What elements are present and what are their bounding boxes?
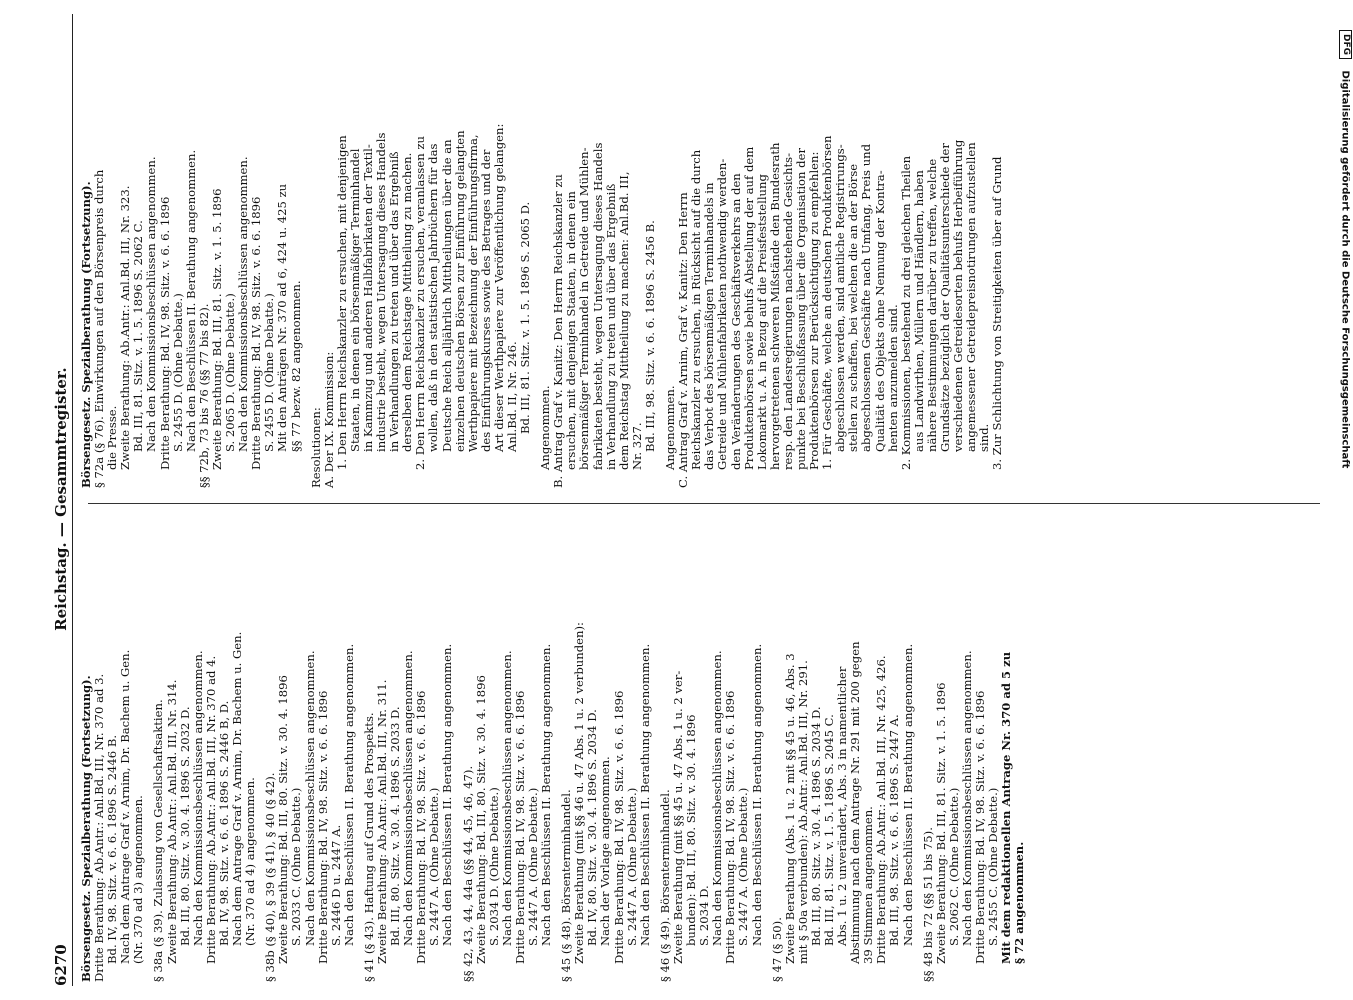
text-line: henten anzumelden sind.	[885, 304, 900, 452]
text-line: angemessener Getreidepreisnotirungen aufzustellen	[964, 142, 979, 452]
text-line: 3. Zur Schlichtung von Streitigkeiten über auf Grund	[990, 156, 1005, 470]
text-line: Angenommen.	[538, 385, 553, 470]
text-line: Nach den Beschlüssen II. Berathung angenommen.	[539, 643, 554, 946]
text-line: Zweite Berathung: Ab.Antr.: Anl.Bd. III, Nr. 311.	[374, 679, 389, 964]
text-line: Nach den Beschlüssen II. Berathung angenommen.	[440, 643, 455, 946]
text-line: Nach den Kommissionsbeschlüssen angenommen.	[236, 156, 251, 452]
text-line: §§ 72b, 73 bis 76 (§§ 77 bis 82).	[196, 303, 211, 488]
text-line: Zweite Berathung (mit §§ 46 u. 47 Abs. 1 u. 2 verbunden):	[572, 622, 587, 964]
text-line: Zweite Berathung: Ab.Antr.: Anl.Bd. III, Nr. 323.	[118, 185, 133, 470]
text-line: (Nr. 370 ad 3) angenommen.	[131, 795, 146, 964]
text-line: Börsengesetz. Spezialberathung (Fortsetzung).	[79, 675, 93, 982]
text-line: Getreide und Mühlenfabrikaten nothwendig werden-	[715, 158, 730, 470]
text-line: Resolutionen:	[308, 407, 323, 488]
text-line: §§ 77 bezw. 82 angenommen.	[288, 280, 303, 452]
text-line: S. 2447 A. (Ohne Debatte.)	[427, 787, 442, 946]
text-line: Bd. III, 80. Sitz. v. 30. 4. 1896 S. 2032 D.	[177, 706, 192, 946]
text-line: aus Landwirthen, Müllern und Händlern, haben	[911, 170, 926, 452]
text-line: Dritte Berathung: Bd. IV, 98. Sitz. v. 6. 6. 1896	[512, 690, 527, 964]
text-line: derselben dem Reichstage Mittheilung zu machen.	[400, 152, 415, 452]
text-line: Angenommen.	[663, 385, 678, 470]
text-line: Zweite Berathung: Bd. III, 81. Sitz. v. 1. 5. 1896	[933, 682, 948, 964]
text-line: punkte bei Beschlußfassung über die Organisation der	[793, 147, 808, 470]
text-line: Bd. III, 80. Sitz. v. 30. 4. 1896 S. 2034 D.	[808, 706, 823, 946]
text-line: Dritte Berathung: Bd. IV, 98. Sitz. v. 6. 6. 1896	[414, 690, 429, 964]
text-line: Nach den Beschlüssen II. Berathung angenommen.	[341, 643, 356, 946]
text-line: Bd. IV, 98. Sitz. v. 6. 6. 1896 S. 2446 B.	[105, 734, 120, 964]
text-line: § 45 (§ 48). Börsenterminhandel.	[559, 789, 574, 982]
text-line: Mit den Anträgen Nr. 370 ad 6, 424 u. 425 zu	[275, 183, 290, 452]
text-line: börsenmäßiger Terminhandel in Getreide und Mühlen-	[577, 147, 592, 470]
running-title-right: Gesammtregister.	[52, 367, 70, 517]
text-line: S. 2447 A. (Ohne Debatte.)	[736, 787, 751, 946]
text-line: Bd. III, 81. Sitz. v. 1. 5. 1896 S. 2065 D.	[518, 201, 533, 434]
text-line: § 72 angenommen.	[1012, 841, 1027, 964]
text-line: S. 2034 D. (Ohne Debatte.)	[486, 787, 501, 946]
text-line: B. Antrag Graf v. Kanitz: Den Herrn Reichskanzler zu	[551, 174, 566, 488]
text-line: Bd. III, 81. Sitz. v. 1. 5. 1896 S. 2062 C.	[131, 220, 146, 452]
text-line: in Verhandlung zu treten und über das Ergebniß	[603, 183, 618, 470]
text-line: Zweite Berathung (Abs. 1 u. 2 mit §§ 45 u. 46, Abs. 3	[782, 653, 797, 964]
text-line: Dritte Berathung: Bd. IV, 98. Sitz. v. 6. 6. 1896	[157, 196, 172, 470]
text-line: Nach den Beschlüssen II. Berathung angenommen.	[900, 643, 915, 946]
text-line: S. 2455 D. (Ohne Debatte.)	[170, 293, 185, 452]
text-line: Nach den Beschlüssen II. Berathung angenommen.	[749, 643, 764, 946]
text-line: bunden): Bd. III, 80. Sitz. v. 30. 4. 1896	[684, 714, 699, 946]
credit-strip	[1338, 30, 1352, 980]
text-line: Bd. IV, 98. Sitz. v. 6. 6. 1896 S. 2446 B, D.	[216, 700, 231, 946]
text-line: Nach den Kommissionsbeschlüssen angenommen.	[710, 650, 725, 946]
text-line: Reichskanzler zu ersuchen, in Rücksicht auf die durch	[689, 149, 704, 470]
text-line: Dritte Berathung: Bd. IV, 98. Sitz. v. 6. 6. 1896	[723, 690, 738, 964]
text-line: Abs. 1 u. 2 unverändert, Abs. 3 in namentlicher	[835, 666, 850, 946]
text-line: stellen zu schaffen, bei welchen die an der Börse	[846, 163, 861, 452]
text-line: S. 2455 D. (Ohne Debatte.)	[262, 293, 277, 452]
text-line: Nach den Beschlüssen II. Berathung angenommen.	[637, 643, 652, 946]
text-line: wollen, daß in den statistischen Jahrbüchern für das	[426, 143, 441, 452]
text-line: Anl.Bd. II, Nr. 246.	[505, 341, 519, 452]
text-line: § 46 (§ 49). Börsenterminhandel.	[657, 789, 672, 982]
text-line: Grundsätze bezüglich der Qualitätsunterschiede der	[938, 143, 952, 452]
text-line: Nach dem Antrage Graf v. Arnim, Dr. Bachem u. Gen.	[118, 649, 133, 964]
text-line: Zweite Berathung: Bd. III, 80. Sitz. v. 30. 4. 1896	[276, 675, 291, 964]
text-line: Nach den Kommissionsbeschlüssen angenommen.	[959, 650, 974, 946]
text-line: Abstimmung nach dem Antrage Nr. 291 mit 200 gegen	[848, 641, 863, 964]
text-line: 2. Kommissionen, bestehend zu drei gleichen Theilen	[898, 155, 913, 470]
text-line: Werthpapiere mit Bezeichnung der Einführungsfirma,	[465, 134, 480, 452]
text-line: Bd. III, 80. Sitz. v. 30. 4. 1896 S. 2033 D.	[388, 706, 403, 946]
text-line: Zweite Berathung: Ab.Antr.: Anl.Bd. III, Nr. 314.	[164, 679, 179, 964]
text-line: Produktenbörsen zur Berücksichtigung zu empfehlen:	[807, 151, 822, 470]
text-line: Dritte Berathung: Bd. IV, 98. Sitz. v. 6. 6. 1896	[249, 196, 264, 470]
text-line: Bd. III, 98. Sitz. v. 6. 6. 1896 S. 2456 B.	[642, 220, 657, 452]
running-title	[52, 54, 70, 944]
text-line: resp. den Landesregierungen nachstehende Gesichts-	[780, 152, 795, 470]
text-line: § 41 (§ 43). Haftung auf Grund des Prospekts.	[361, 712, 376, 982]
text-line: abgeschlossenen Geschäfte nach Umfang, Preis und	[859, 143, 874, 452]
text-line: Lokomarkt u. A. in Bezug auf die Preisfeststellung	[754, 174, 769, 470]
text-line: Dritte Berathung: Bd. IV, 98. Sitz. v. 6. 6. 1896	[315, 690, 330, 964]
running-title-left: Reichstag.	[52, 542, 70, 631]
text-line: einzelnen deutschen Börsen zur Einführung gelangten	[452, 130, 467, 452]
text-line: Nach den Kommissionsbeschlüssen angenommen.	[499, 650, 514, 946]
text-line: § 47 (§ 50).	[769, 917, 784, 982]
text-line: 1. Den Herrn Reichskanzler zu ersuchen, mit denjenigen	[334, 135, 349, 470]
text-line: § 38a (§ 39). Zulassung von Gesellschaftsaktien.	[151, 699, 166, 982]
credit-text-wrapper	[1338, 30, 1352, 980]
text-line: S. 2447 A. (Ohne Debatte.)	[624, 787, 639, 946]
text-line: Nach dem Antrage Graf v. Arnim, Dr. Bachem u. Gen.	[230, 631, 245, 946]
text-line: hervorgetretenen schweren Mißstände den Bundesrath	[767, 142, 782, 470]
page-header	[40, 14, 73, 986]
dfg-logo: DFG	[1339, 30, 1352, 59]
text-line: S. 2034 D.	[697, 885, 712, 946]
text-line: fabrikaten besteht, wegen Untersagung dieses Handels	[590, 142, 605, 470]
text-line: 1. Für Geschäfte, welche an deutschen Produktenbörsen	[820, 135, 835, 470]
column-divider	[88, 503, 1320, 504]
text-line: sind.	[977, 423, 992, 452]
text-line: Qualität des Objekts ohne Nennung der Kontra-	[872, 170, 887, 452]
text-line: Deutsche Reich alljährlich Mittheilungen über die an	[439, 139, 454, 452]
text-line: Nach den Kommissionsbeschlüssen angenommen.	[401, 650, 416, 946]
text-line: das Verbot des börsenmäßigen Terminhandels in	[702, 182, 717, 470]
text-line: Nach den Kommissionsbeschlüssen angenommen.	[302, 650, 317, 946]
text-line: Bd. III, 98. Sitz. v. 6. 6. 1896 S. 2447 A.	[887, 714, 902, 946]
text-line: Dritte Berathung: Ab.Antr.: Anl.Bd. III, Nr. 425, 426.	[874, 655, 889, 964]
text-line: industrie besteht, wegen Untersagung dieses Handels	[374, 132, 389, 452]
text-line: Nr. 327.	[629, 422, 644, 470]
text-line: (Nr. 370 ad 4) angenommen.	[243, 777, 258, 946]
text-line: C. Antrag Graf v. Arnim, Graf v. Kanitz: Den Herrn	[676, 192, 691, 488]
text-line: Nach den Kommissionsbeschlüssen angenommen.	[190, 650, 205, 946]
left-column	[80, 512, 1026, 982]
page-number: 6270	[52, 944, 70, 986]
text-line: Nach den Beschlüssen II. Berathung angenommen.	[183, 149, 198, 452]
text-line: Mit dem redaktionellen Antrage Nr. 370 ad 5 zu	[999, 651, 1014, 964]
text-line: Nach den Kommissionsbeschlüssen angenommen.	[144, 156, 159, 452]
text-line: nähere Bestimmungen darüber zu treffen, welche	[924, 158, 939, 452]
text-line: verschiedenen Getreidesorten behufs Herbeiführung	[951, 139, 966, 452]
text-line: 39 Stimmen angenommen.	[861, 806, 876, 964]
text-line: 2. Den Herrn Reichskanzler zu ersuchen, veranlassen zu	[413, 136, 428, 470]
text-line: Börsengesetz. Spezialberathung (Fortsetzung).	[79, 181, 93, 488]
text-line: Zweite Berathung: Bd. III, 80. Sitz. v. 30. 4. 1896	[473, 675, 488, 964]
text-line: A. Der IX. Kommission:	[321, 351, 336, 488]
text-line: Produktenbörsen sowie behufs Abstellung der auf dem	[741, 146, 756, 470]
text-line: Bd. IV, 80. Sitz. v. 30. 4. 1896 S. 2034 D.	[585, 709, 600, 946]
text-line: Dritte Berathung: Ab.Antr.: Anl.Bd. III, Nr. 370 ad 3.	[92, 673, 107, 982]
right-column	[80, 16, 1004, 488]
text-line: S. 2447 A. (Ohne Debatte.)	[526, 787, 540, 946]
text-line: Dritte Berathung: Ab.Antr.: Anl.Bd. III, Nr. 370 ad 4.	[203, 655, 218, 964]
text-line: S. 2033 C. (Ohne Debatte.)	[289, 787, 304, 946]
text-line: S. 2065 D. (Ohne Debatte.)	[223, 293, 238, 452]
text-line: §§ 48 bis 72 (§§ 51 bis 75).	[920, 827, 935, 982]
text-line: S. 2446 D u. 2447 A.	[328, 824, 343, 946]
text-line: den Veränderungen des Geschäftsverkehrs an den	[728, 173, 743, 470]
text-line: ersuchen, mit denjenigen Staaten, in denen ein	[564, 191, 579, 470]
text-line: § 72a (§ 76). Einwirkungen auf den Börsenpreis durch	[92, 169, 107, 488]
text-line: S. 2062 C. (Ohne Debatte.)	[946, 787, 961, 946]
text-line: § 38b (§ 40), § 39 (§ 41), § 40 (§ 42).	[263, 772, 278, 982]
text-line: Zweite Berathung: Bd. III, 81. Sitz. v. 1. 5. 1896	[209, 188, 224, 470]
text-line: abgeschlossen werden, sind amtliche Registrirungs-	[833, 144, 848, 452]
credit-text: Digitalisierung gefördert durch die Deutsche Forschungsgemeinschaft	[1339, 70, 1351, 469]
text-line: des Einführungskurses sowie des Betrages und der	[478, 149, 493, 452]
running-title-dash: —	[52, 522, 70, 538]
text-line: Staaten, in denen ein börsenmäßiger Terminhandel	[347, 148, 362, 452]
text-line: Dritte Berathung: Bd. IV, 98. Sitz. v. 6. 6. 1896	[611, 690, 626, 964]
text-line: dem Reichstag Mittheilung zu machen: Anl.Bd. III,	[616, 171, 631, 470]
text-line: Nach der Vorlage angenommen.	[598, 756, 613, 946]
text-line: Dritte Berathung: Bd. IV, 98. Sitz. v. 6. 6. 1896	[973, 690, 987, 964]
text-line: S. 2455 C. (Ohne Debatte.)	[986, 787, 1001, 946]
text-line: mit § 50a verbunden): Ab.Antr.: Anl.Bd. III, Nr. 291.	[795, 660, 810, 964]
text-line: Art dieser Werthpapiere zur Veröffentlichung gelangen:	[491, 123, 506, 452]
text-line: Zweite Berathung (mit §§ 45 u. 47 Abs. 1 u. 2 ver-	[670, 670, 685, 964]
text-line: Bd. III, 81. Sitz. v. 1. 5. 1896 S. 2045 C.	[821, 714, 836, 946]
text-line: §§ 42, 43, 44, 44a (§§ 44, 45, 46, 47).	[460, 765, 475, 982]
text-line: die Presse.	[105, 405, 120, 470]
text-line: in Verhandlungen zu treten und über das Ergebniß	[387, 151, 402, 452]
text-line: in Kammzug und anderen Halbfabrikaten der Textil-	[360, 144, 375, 452]
